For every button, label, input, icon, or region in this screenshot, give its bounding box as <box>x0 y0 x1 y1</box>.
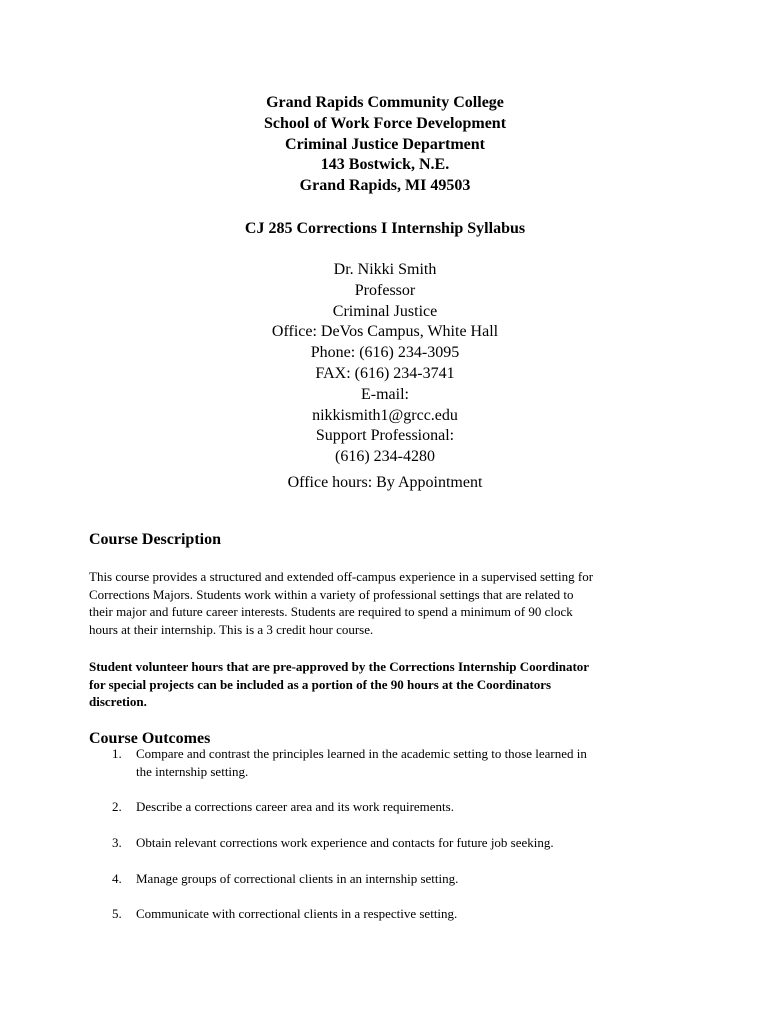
note-line: Student volunteer hours that are pre-approved by the Corrections Internship Coordinator <box>89 659 590 674</box>
support-professional-label: Support Professional: <box>315 427 455 445</box>
institution-header <box>0 93 770 197</box>
support-professional-phone: (616) 234-4280 <box>335 448 435 466</box>
office-location: Office: DeVos Campus, White Hall <box>271 323 499 341</box>
instructor-contact <box>0 260 770 468</box>
email-address: nikkismith1@grcc.edu <box>312 406 458 424</box>
instructor-department: Criminal Justice <box>332 302 438 320</box>
phone-number: Phone: (616) 234-3095 <box>310 344 460 362</box>
note-line: for special projects can be included as a portion of the 90 hours at the Coordinators <box>89 676 552 692</box>
course-description-paragraph <box>89 568 689 639</box>
outcome-line: Compare and contrast the principles learned in the academic setting to those learned in <box>136 746 587 761</box>
paragraph-line: their major and future career interests. Students are required to spend a minimum of 90 clock <box>89 604 573 620</box>
paragraph-line: hours at their internship. This is a 3 credit hour course. <box>89 622 374 638</box>
instructor-name: Dr. Nikki Smith <box>333 261 437 278</box>
course-description-heading: Course Description <box>89 531 221 548</box>
instructor-title: Professor <box>354 281 416 299</box>
volunteer-hours-note <box>89 658 689 711</box>
department-name: Criminal Justice Department <box>285 135 485 153</box>
fax-number: FAX: (616) 234-3741 <box>315 364 455 382</box>
paragraph-line: Corrections Majors. Students work within a variety of professional settings that are related to <box>89 586 574 602</box>
outcome-line: Manage groups of correctional clients in an internship setting. <box>136 871 459 886</box>
outcome-number: 2. <box>112 799 122 814</box>
outcome-line: the internship setting. <box>136 763 249 779</box>
office-hours: Office hours: By Appointment <box>287 474 483 491</box>
outcome-text <box>136 870 676 888</box>
outcome-number: 4. <box>112 871 122 886</box>
outcome-line: Communicate with correctional clients in a respective setting. <box>136 906 458 921</box>
outcome-number: 3. <box>112 835 122 850</box>
outcome-number: 5. <box>112 906 122 921</box>
school-name: School of Work Force Development <box>263 114 507 132</box>
note-line: discretion. <box>89 694 147 710</box>
course-outcomes-heading: Course Outcomes <box>89 730 211 747</box>
outcome-text <box>136 798 676 816</box>
paragraph-line: This course provides a structured and extended off-campus experience in a supervised setting for <box>89 569 594 584</box>
city-state-zip: Grand Rapids, MI 49503 <box>299 177 471 195</box>
email-label: E-mail: <box>361 385 409 403</box>
college-name: Grand Rapids Community College <box>266 94 504 111</box>
outcome-text <box>136 905 676 923</box>
outcome-text <box>136 745 676 780</box>
outcome-line: Describe a corrections career area and its work requirements. <box>136 799 454 814</box>
outcome-line: Obtain relevant corrections work experience and contacts for future job seeking. <box>136 835 554 850</box>
outcome-number: 1. <box>112 746 122 761</box>
street-address: 143 Bostwick, N.E. <box>320 156 450 174</box>
syllabus-title: CJ 285 Corrections I Internship Syllabus <box>244 220 526 237</box>
outcome-text <box>136 834 676 852</box>
